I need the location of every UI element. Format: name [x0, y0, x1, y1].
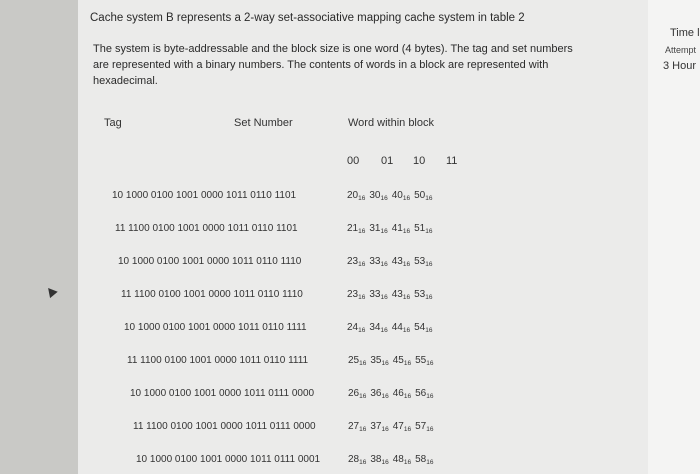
word-value: $40_{16}$ — [391, 190, 411, 202]
row-words — [347, 256, 436, 268]
word-value: $53_{16}$ — [414, 289, 433, 301]
word-value: $21_{16}$ — [347, 223, 366, 235]
word-value: $48_{16}$ — [392, 454, 412, 466]
word-value: $33_{16}$ — [369, 256, 388, 268]
word-value: $33_{16}$ — [369, 289, 388, 301]
row-words — [348, 421, 437, 433]
word-value: $25_{16}$ — [348, 355, 367, 367]
mouse-cursor-icon — [44, 285, 57, 298]
word-col-10: 10 — [413, 155, 426, 167]
row-words — [347, 223, 436, 235]
word-value: $50_{16}$ — [414, 190, 433, 202]
paragraph-line: hexadecimal. — [93, 75, 158, 87]
word-value: $45_{16}$ — [392, 355, 412, 367]
word-value: $36_{16}$ — [370, 388, 389, 400]
word-value: $56_{16}$ — [415, 388, 434, 400]
word-value: $34_{16}$ — [369, 322, 388, 334]
word-value: $37_{16}$ — [370, 421, 389, 433]
row-words — [347, 190, 436, 202]
row-binary: 10 1000 0100 1001 0000 1011 0111 0001 — [136, 454, 321, 465]
row-words — [347, 289, 436, 301]
row-binary: 11 1100 0100 1001 0000 1011 0110 1110 — [121, 289, 303, 300]
time-limit-label: Time l — [670, 27, 700, 39]
word-value: $58_{16}$ — [415, 454, 434, 466]
word-value: $23_{16}$ — [347, 256, 366, 268]
word-value: $30_{16}$ — [369, 190, 388, 202]
row-words — [347, 322, 436, 334]
word-within-block-header: Word within block — [348, 117, 434, 129]
word-value: $28_{16}$ — [348, 454, 367, 466]
tag-header: Tag — [104, 117, 122, 129]
word-value: $20_{16}$ — [347, 190, 366, 202]
word-value: $26_{16}$ — [348, 388, 367, 400]
word-value: $27_{16}$ — [348, 421, 367, 433]
row-binary: 11 1100 0100 1001 0000 1011 0111 0000 — [133, 421, 316, 432]
word-value: $41_{16}$ — [391, 223, 411, 235]
row-binary: 10 1000 0100 1001 0000 1011 0110 1111 — [124, 322, 307, 333]
word-value: $43_{16}$ — [391, 289, 411, 301]
question-paragraph — [93, 41, 583, 89]
word-value: $35_{16}$ — [370, 355, 389, 367]
row-binary: 11 1100 0100 1001 0000 1011 0110 1111 — [127, 355, 309, 366]
attempt-label: Attempt — [665, 45, 697, 55]
paragraph-line: are represented with a binary numbers. The contents of words in a block are represented with — [93, 59, 549, 71]
word-col-00: 00 — [347, 155, 360, 167]
row-binary: 11 1100 0100 1001 0000 1011 0110 1101 — [115, 223, 298, 234]
word-value: $54_{16}$ — [414, 322, 433, 334]
row-binary: 10 1000 0100 1001 0000 1011 0111 0000 — [130, 388, 315, 399]
word-value: $31_{16}$ — [369, 223, 388, 235]
word-value: $24_{16}$ — [347, 322, 366, 334]
row-words — [348, 454, 437, 466]
row-binary: 10 1000 0100 1001 0000 1011 0110 1110 — [118, 256, 302, 267]
word-value: $23_{16}$ — [347, 289, 366, 301]
word-value: $55_{16}$ — [415, 355, 434, 367]
row-binary: 10 1000 0100 1001 0000 1011 0110 1101 — [112, 190, 297, 201]
set-number-header: Set Number — [234, 117, 293, 129]
row-words — [348, 355, 437, 367]
side-panel — [648, 0, 700, 474]
word-value: $51_{16}$ — [414, 223, 433, 235]
paragraph-line: The system is byte-addressable and the block size is one word (4 bytes). The tag and set numbers — [93, 43, 573, 55]
question-intro: Cache system B represents a 2-way set-associative mapping cache system in table 2 — [90, 12, 525, 24]
word-col-01: 01 — [381, 155, 394, 167]
row-words — [348, 388, 437, 400]
word-col-11: 11 — [446, 155, 458, 167]
word-value: $44_{16}$ — [391, 322, 411, 334]
word-value: $47_{16}$ — [392, 421, 412, 433]
word-value: $43_{16}$ — [391, 256, 411, 268]
hours-value: 3 Hour — [663, 60, 697, 72]
word-value: $53_{16}$ — [414, 256, 433, 268]
word-value: $46_{16}$ — [392, 388, 412, 400]
word-value: $38_{16}$ — [370, 454, 389, 466]
word-value: $57_{16}$ — [415, 421, 434, 433]
